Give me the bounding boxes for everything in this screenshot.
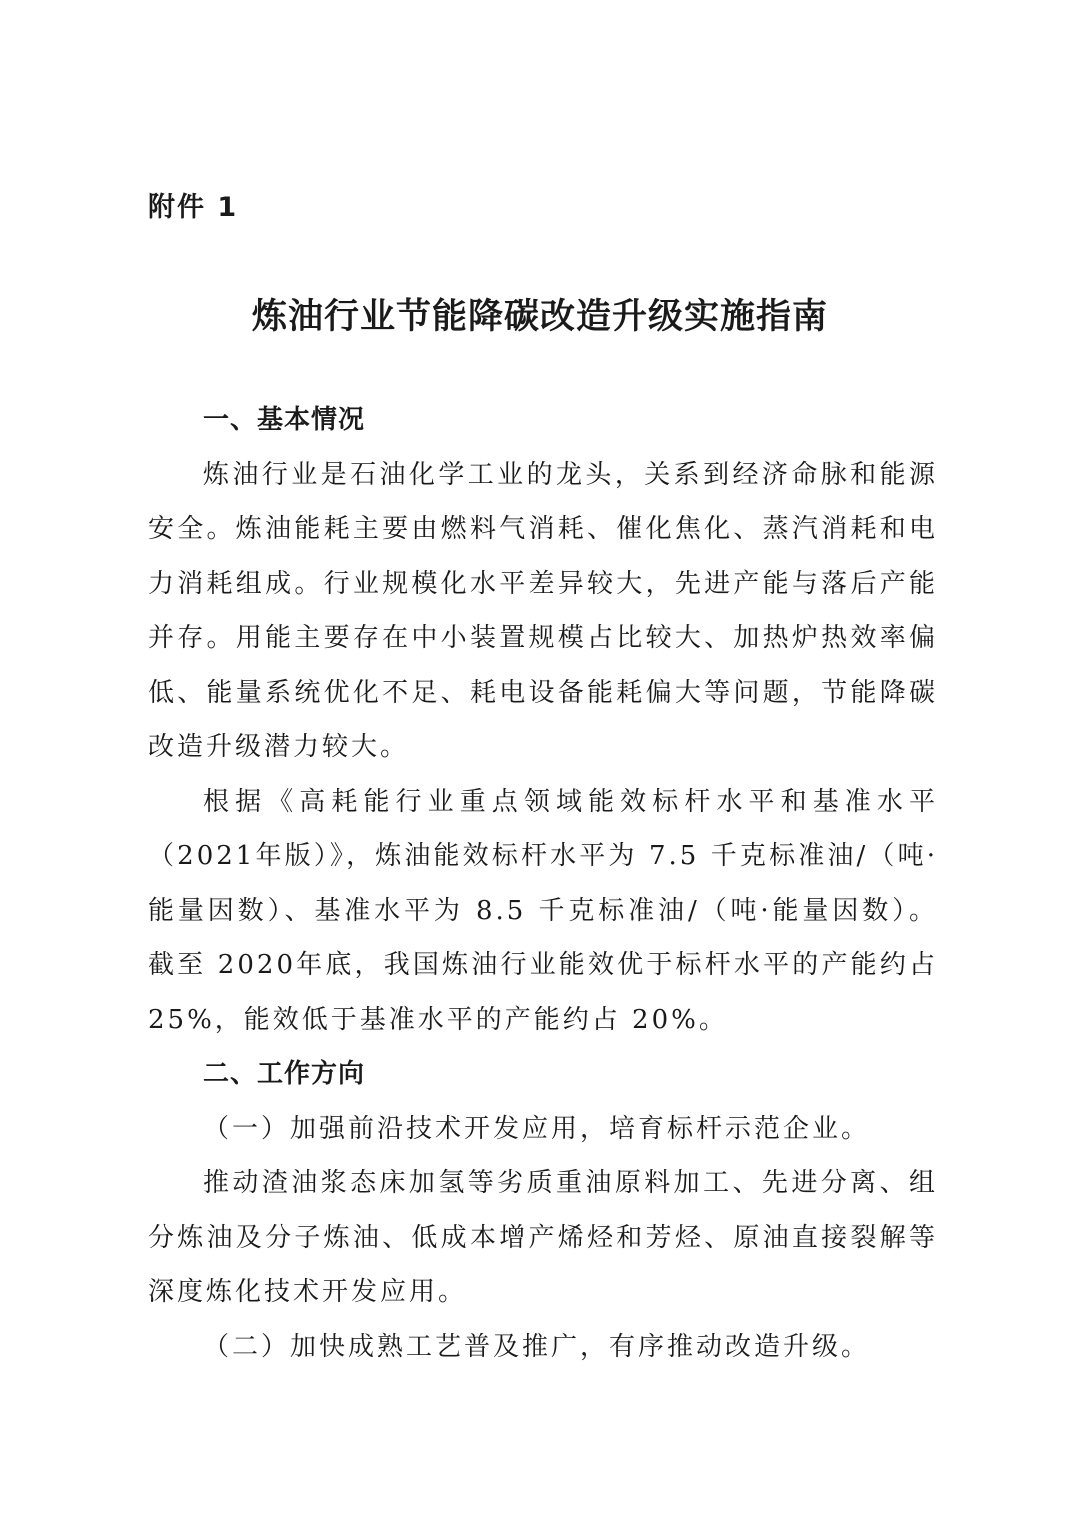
- subsection-heading-mature-process: （二）加快成熟工艺普及推广，有序推动改造升级。: [203, 1331, 871, 1362]
- document-title: 炼油行业节能降碳改造升级实施指南: [251, 297, 828, 337]
- section-heading-basic-situation: 一、基本情况: [203, 405, 366, 435]
- attachment-label: 附件 1: [148, 192, 239, 223]
- subsection-heading-frontier-tech: （一）加强前沿技术开发应用，培育标杆示范企业。: [203, 1113, 871, 1144]
- paragraph-efficiency-benchmark: 根据《高耗能行业重点领域能效标杆水平和基准水平（2021年版）》，炼油能效标杆水平为 7.5 千克标准油/（吨·能量因数）、基准水平为 8.5 千克标准油/（吨·能量因数）。截至 2020年底，我国炼油行业能效优于标杆水平的产能约占 25%，能效低于基准水平的产能约占 20%。: [148, 786, 938, 1035]
- section-heading-work-direction: 二、工作方向: [203, 1059, 366, 1089]
- paragraph-industry-overview: 炼油行业是石油化学工业的龙头，关系到经济命脉和能源安全。炼油能耗主要由燃料气消耗、催化焦化、蒸汽消耗和电力消耗组成。行业规模化水平差异较大，先进产能与落后产能并存。用能主要存在中小装置规模占比较大、加热炉热效率偏低、能量系统优化不足、耗电设备能耗偏大等问题，节能降碳改造升级潜力较大。: [148, 459, 938, 762]
- paragraph-frontier-tech: 推动渣油浆态床加氢等劣质重油原料加工、先进分离、组分炼油及分子炼油、低成本增产烯烃和芳烃、原油直接裂解等深度炼化技术开发应用。: [148, 1168, 938, 1307]
- document-body: [148, 393, 938, 1374]
